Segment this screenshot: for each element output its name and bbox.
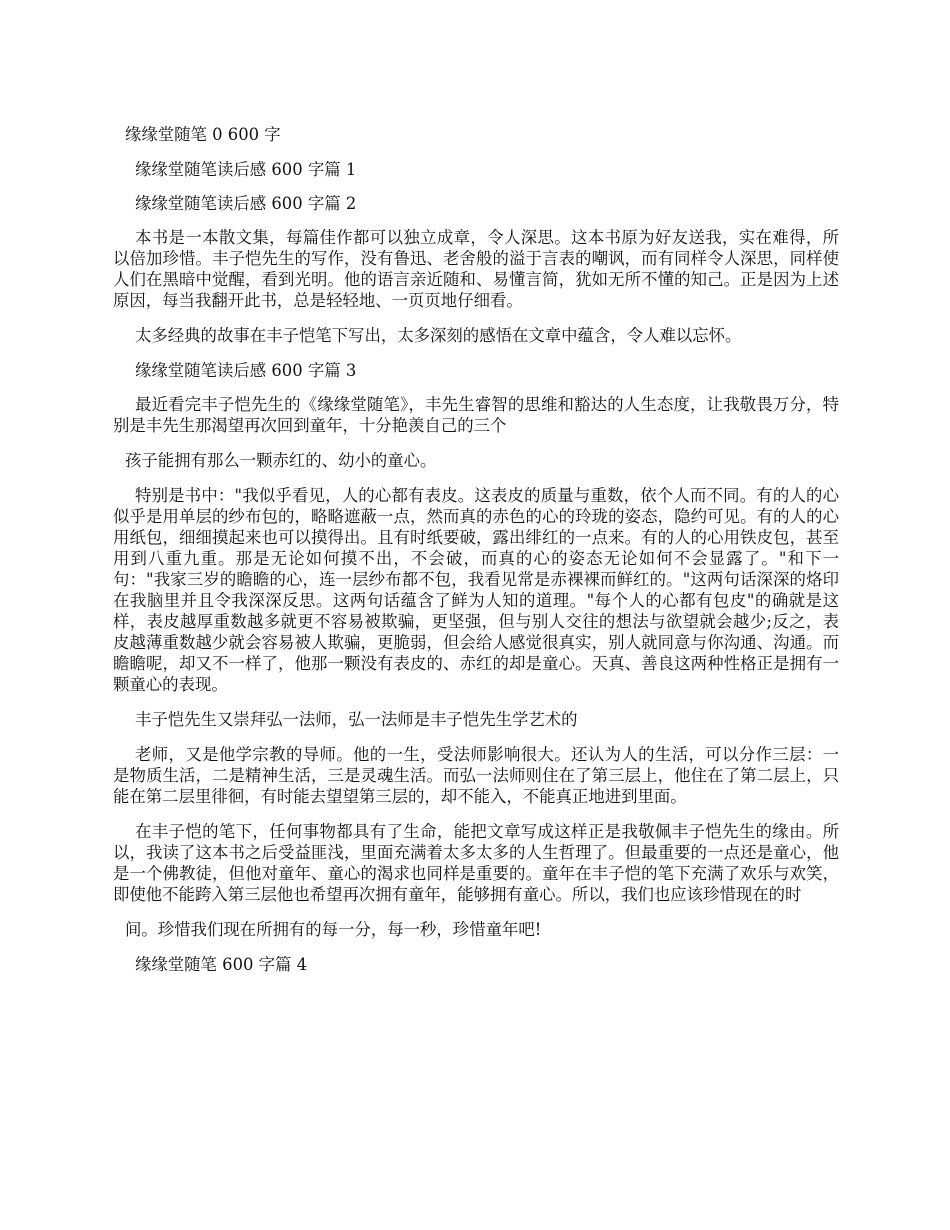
paragraph-recent-read: 最近看完丰子恺先生的《缘缘堂随笔》，丰先生睿智的思维和豁达的人生态度，让我敬畏万分，特别是丰先生那渴望再次回到童年，十分艳羡自己的三个 [113, 395, 839, 435]
paragraph-master: 丰子恺先生又崇拜弘一法师，弘一法师是丰子恺先生学艺术的 [135, 710, 578, 729]
section-heading-3: 缘缘堂随笔读后感 600 字篇 3 [135, 361, 357, 380]
document-body [113, 124, 839, 988]
paragraph-title: 缘缘堂随笔 0 600 字 [125, 125, 281, 144]
paragraph-teacher: 老师，又是他学宗教的导师。他的一生，受法师影响很大。还认为人的生活，可以分作三层：一是物质生活，二是精神生活，三是灵魂生活。而弘一法师则住在了第三层上，他住在了第二层上，只能在第二层里徘徊，有时能去望望第三层的，却不能入，不能真正地进到里面。 [113, 745, 839, 806]
paragraph-cherish: 间。珍惜我们现在所拥有的每一分，每一秒，珍惜童年吧! [125, 920, 542, 939]
section-heading-4: 缘缘堂随笔 600 字篇 4 [135, 955, 308, 974]
paragraph-children: 孩子能拥有那么一颗赤红的、幼小的童心。 [125, 451, 437, 470]
section-heading-1: 缘缘堂随笔读后感 600 字篇 1 [135, 160, 357, 179]
paragraph-quote: 特别是书中："我似乎看见，人的心都有表皮。这表皮的质量与重数，依个人而不同。有的人的心似乎是用单层的纱布包的，略略遮蔽一点，然而真的赤色的心的玲珑的姿态，隐约可见。有的人的心用纸包，细细摸起来也可以摸得出。且有时纸要破，露出绯红的一点来。有的人的心用铁皮包，甚至用到八重九重。那是无论如何摸不出，不会破，而真的心的姿态无论如何不会显露了。"和下一句："我家三岁的瞻瞻的心，连一层纱布都不包，我看见常是赤裸裸而鲜红的。"这两句话深深的烙印在我脑里并且令我深深反思。这两句话蕴含了鲜为人知的道理。"每个人的心都有包皮"的确就是这样，表皮越厚重数越多就更不容易被欺骗，更坚强，但与别人交往的想法与欲望就会越少;反之，表皮越薄重数越少就会容易被人欺骗，更脆弱，但会给人感觉很真实，别人就同意与你沟通、沟通。而瞻瞻呢，却又不一样了，他那一颗没有表皮的、赤红的却是童心。天真、善良这两种性格正是拥有一颗童心的表现。 [113, 486, 839, 694]
paragraph-life: 在丰子恺的笔下，任何事物都具有了生命，能把文章写成这样正是我敬佩丰子恺先生的缘由。所以，我读了这本书之后受益匪浅，里面充满着太多太多的人生哲理了。但最重要的一点还是童心，他是一个佛教徒，但他对童年、童心的渴求也同样是重要的。童年在丰子恺的笔下充满了欢乐与欢笑，即使他不能跨入第三层他也希望再次拥有童年，能够拥有童心。所以，我们也应该珍惜现在的时 [113, 822, 839, 904]
paragraph-intro: 本书是一本散文集，每篇佳作都可以独立成章，令人深思。这本书原为好友送我，实在难得，所以倍加珍惜。丰子恺先生的写作，没有鲁迅、老舍般的溢于言表的嘲讽，而有同样令人深思，同样使人们在黑暗中觉醒，看到光明。他的语言亲近随和、易懂言简，犹如无所不懂的知己。正是因为上述原因，每当我翻开此书，总是轻轻地、一页页地仔细看。 [113, 228, 839, 310]
section-heading-2: 缘缘堂随笔读后感 600 字篇 2 [135, 194, 357, 213]
paragraph-stories: 太多经典的故事在丰子恺笔下写出，太多深刻的感悟在文章中蕴含，令人难以忘怀。 [135, 326, 742, 345]
